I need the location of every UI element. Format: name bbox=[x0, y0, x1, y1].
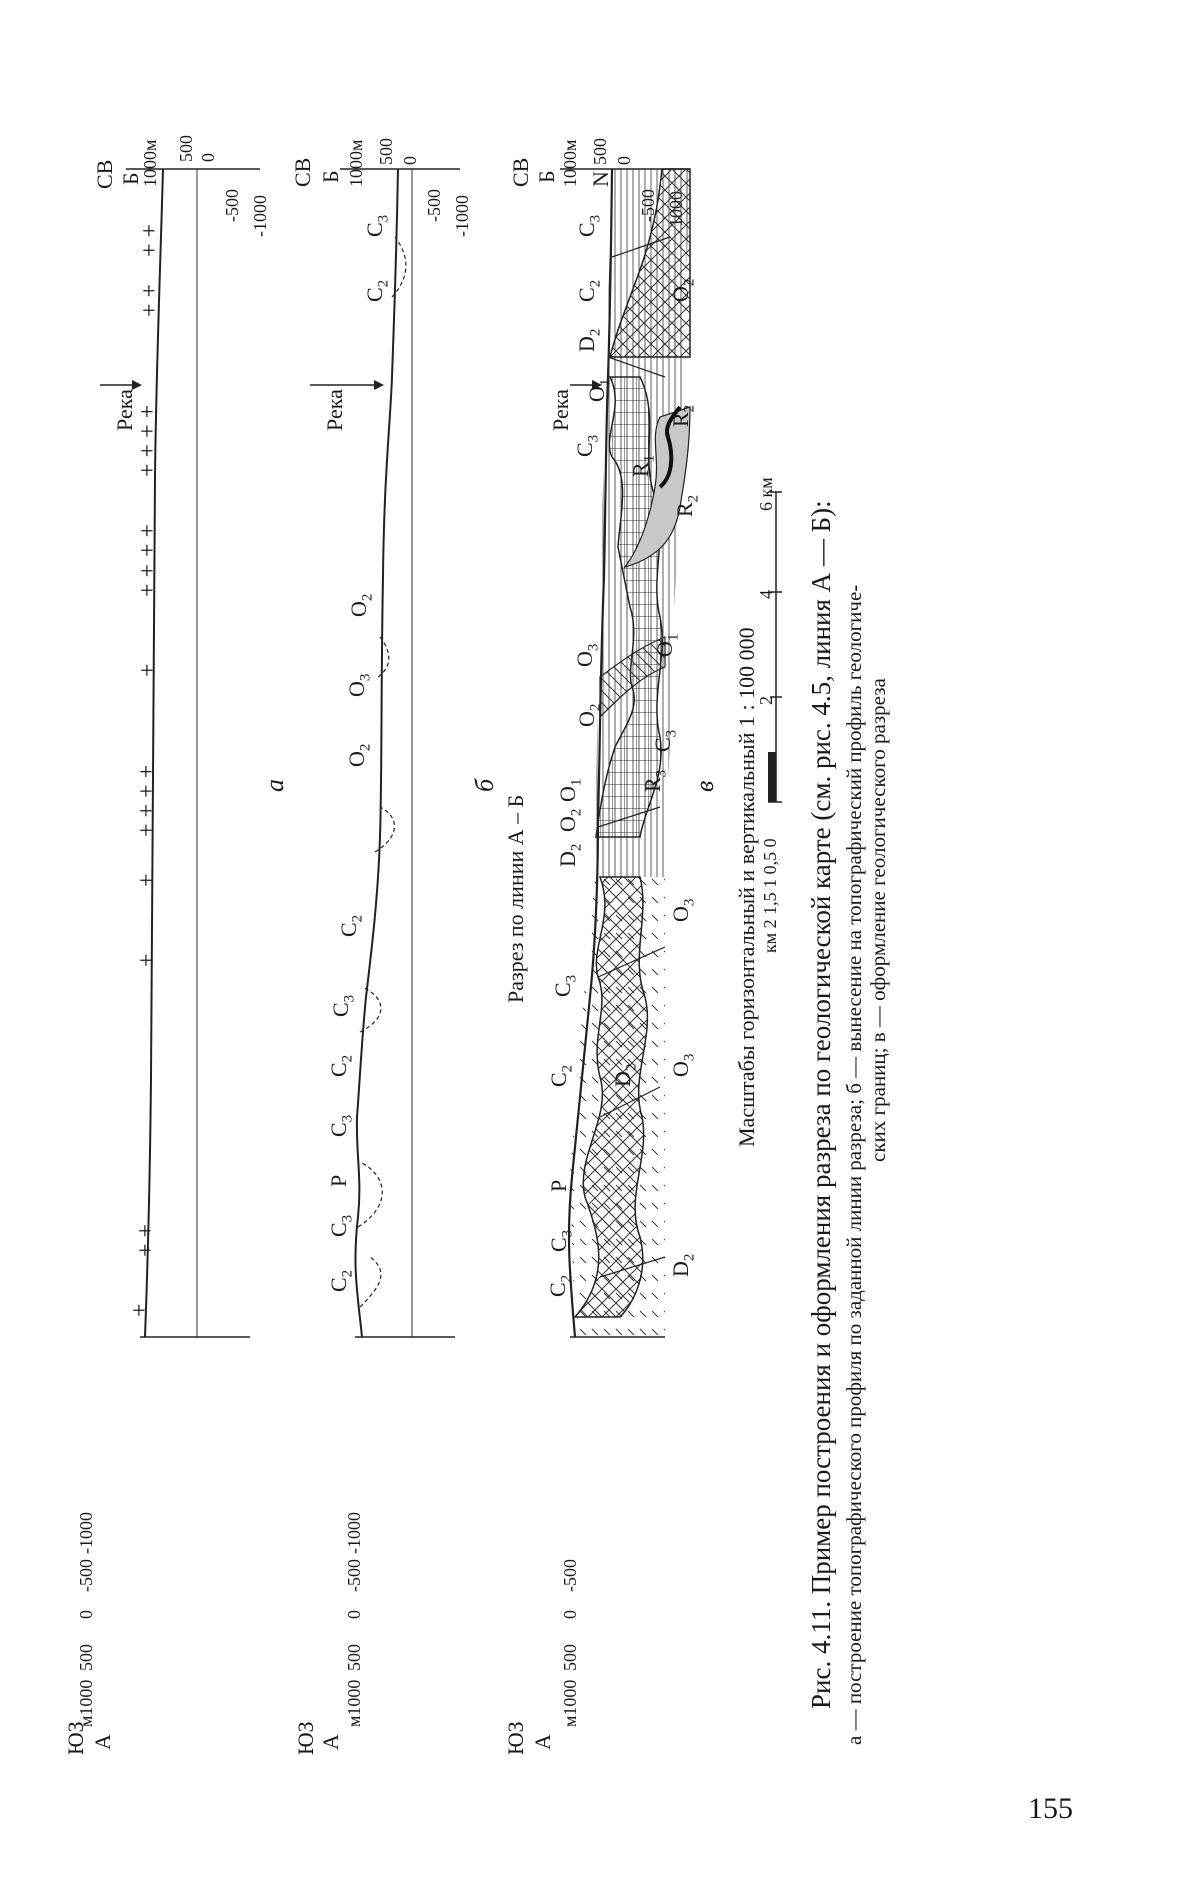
panel-c-label: $O_3$ bbox=[668, 1053, 698, 1077]
panel-c-label: $C_3$ bbox=[574, 214, 604, 237]
panel-a-elevation-mark: + bbox=[134, 873, 160, 887]
panel-b-label: $C_3$ bbox=[326, 1114, 356, 1137]
panel-b-right-scale-0: 0 bbox=[400, 156, 420, 165]
panel-a-elevation-mark: + + bbox=[137, 223, 163, 257]
panel-c-right-scale-0: 0 bbox=[614, 156, 634, 165]
panel-a-right-scale-500: 500 bbox=[176, 135, 196, 162]
panel-a-left-scale-m500: -500 bbox=[76, 1559, 96, 1592]
panel-c-label: $D_2$ bbox=[555, 843, 585, 867]
panel-a-right-scale-m1000: -1000 bbox=[250, 195, 270, 237]
panel-c-left-scale-500: 500 bbox=[560, 1644, 580, 1671]
panel-b-label: $C_3$ bbox=[362, 214, 392, 237]
panel-c-label: $C_3$ bbox=[572, 434, 602, 457]
panel-b-label: $O_2$ bbox=[346, 593, 376, 617]
panel-a-elevation-mark: + bbox=[135, 663, 161, 677]
panel-c-right-point: Б bbox=[534, 170, 559, 183]
panel-a-left-scale-m1000: -1000 bbox=[76, 1512, 96, 1554]
panel-b-label: P bbox=[326, 1174, 351, 1187]
panel-a-elevation-mark: + + + + bbox=[135, 404, 161, 477]
panel-c-left-scale-1000: м1000 bbox=[560, 1679, 580, 1727]
panel-c-left-direction: ЮЗ bbox=[503, 1721, 528, 1755]
panel-c-label: $C_2$ bbox=[574, 279, 604, 302]
panel-b-right-scale-m500: -500 bbox=[424, 189, 444, 222]
panel-b-label: $C_2$ bbox=[362, 279, 392, 302]
panel-b-right-scale-m1000: -1000 bbox=[452, 195, 472, 237]
panel-c-label: $C_2$ bbox=[546, 1064, 576, 1087]
panel-c-label: P bbox=[546, 1179, 571, 1192]
panel-a-left-scale-1000: м1000 bbox=[76, 1679, 96, 1727]
panel-b-left-scale-500: 500 bbox=[344, 1644, 364, 1671]
scale-tick-4: 4 bbox=[756, 590, 776, 599]
panel-c-label: $O_1$ bbox=[584, 378, 614, 402]
panel-a-left-scale-0: 0 bbox=[76, 1610, 96, 1619]
scale-tick-2: 2 bbox=[756, 696, 776, 705]
panel-c-label: $R_2$ bbox=[672, 494, 702, 517]
panel-b-right-scale-1000: 1000м bbox=[346, 139, 366, 187]
panel-c-left-point: А bbox=[530, 1734, 555, 1750]
caption-line-1: а — построение топографического профиля по заданной линии разреза; б — вынесение на топографический профиль геологиче- bbox=[842, 584, 866, 1745]
panel-b-right-direction: СВ bbox=[290, 157, 315, 187]
panel-a-letter: а bbox=[260, 779, 289, 792]
panel-b-label: $C_3$ bbox=[326, 1214, 356, 1237]
panel-a-right-direction: СВ bbox=[92, 159, 117, 189]
panel-c-label: $O_3$ bbox=[668, 898, 698, 922]
scale-bar-filled-segment bbox=[768, 752, 776, 802]
panel-c-title: Разрез по линии А – Б bbox=[503, 794, 528, 1003]
panel-a-elevation-mark: + + bbox=[135, 523, 161, 557]
panel-a-right-scale-m500: -500 bbox=[222, 189, 242, 222]
panel-b-label: $C_3$ bbox=[328, 994, 358, 1017]
panel-a-elevation-mark: + bbox=[134, 953, 160, 967]
panel-c-label: $D_2$ bbox=[574, 328, 604, 352]
panel-c-left-scale-m500: -500 bbox=[560, 1559, 580, 1592]
panel-c-label: $C_3$ bbox=[546, 1229, 576, 1252]
panel-c-right-scale-1000: 1000м bbox=[560, 139, 580, 187]
caption-line-2: ских границ; в — оформление геологического разреза bbox=[866, 678, 890, 1162]
panel-b-right-scale-500: 500 bbox=[376, 138, 396, 165]
panel-c-right-direction: СВ bbox=[508, 157, 533, 187]
panel-a-elevation-mark: + + bbox=[135, 563, 161, 597]
panel-b-river-label: Река bbox=[322, 389, 347, 431]
panel-b-letter: б bbox=[470, 778, 499, 792]
panel-b-left-scale-m500: -500 bbox=[344, 1559, 364, 1592]
panel-b-label: $O_2$ bbox=[344, 743, 374, 767]
panel-c-label: $O_1$ bbox=[555, 778, 585, 802]
panel-c-label: N bbox=[588, 171, 613, 187]
panel-a-elevation-mark: + + bbox=[137, 283, 163, 317]
panel-b-left-point: А bbox=[318, 1734, 343, 1750]
panel-c-label: $D_2$ bbox=[668, 1253, 698, 1277]
panel-b-label: $C_2$ bbox=[336, 914, 366, 937]
panel-b-label: $O_3$ bbox=[344, 673, 374, 697]
panel-b-label: $C_2$ bbox=[326, 1054, 356, 1077]
panel-a-left-direction: ЮЗ bbox=[63, 1721, 88, 1755]
panel-b-left-direction: ЮЗ bbox=[293, 1721, 318, 1755]
panel-a-elevation-mark: + + bbox=[133, 1223, 159, 1257]
panel-c-label: $O_2$ bbox=[574, 703, 604, 727]
page-number: 155 bbox=[1028, 1792, 1073, 1825]
panel-a-left-point: А bbox=[90, 1734, 115, 1750]
scale-km-label: км 2 1,5 1 0,5 0 bbox=[760, 838, 780, 953]
panel-a-left-scale-500: 500 bbox=[76, 1644, 96, 1671]
panel-b-left-scale-m1000: -1000 bbox=[344, 1512, 364, 1554]
panel-c-letter: в bbox=[690, 780, 719, 792]
panel-c-label: $C_3$ bbox=[650, 729, 680, 752]
panel-c-label: $R_1$ bbox=[628, 454, 658, 477]
panel-b-left-scale-0: 0 bbox=[344, 1610, 364, 1619]
panel-a-elevation-mark: + + + + bbox=[134, 764, 160, 837]
panel-a-river-label: Река bbox=[112, 389, 137, 431]
panel-c-label: $R_2$ bbox=[668, 404, 698, 427]
panel-c-right-scale-500: 500 bbox=[590, 138, 610, 165]
panel-c-label: $O_2$ bbox=[555, 808, 585, 832]
panel-a-right-scale-1000: 1000м bbox=[140, 139, 160, 187]
caption-title: Рис. 4.11. Пример построения и оформления разреза по геологической карте (см. рис. 4.5, линия А — Б): bbox=[806, 500, 836, 1709]
panel-c-label: $R_3$ bbox=[640, 769, 670, 792]
panel-a-elevation-mark: + bbox=[127, 1303, 153, 1317]
panel-b-left-scale-1000: м1000 bbox=[344, 1679, 364, 1727]
panel-c-label: $O_2$ bbox=[668, 278, 698, 302]
panel-a-right-scale-0: 0 bbox=[198, 153, 218, 162]
scale-title: Масштабы горизонтальный и вертикальный 1 : 100 000 bbox=[734, 627, 759, 1147]
scale-tick-6: 6 км bbox=[756, 477, 776, 511]
panel-c-label: $O_1$ bbox=[652, 633, 682, 657]
panel-c-label: $D_2$ bbox=[610, 1063, 640, 1087]
panel-b-right-point: Б bbox=[318, 170, 343, 183]
panel-c-left-scale-0: 0 bbox=[560, 1610, 580, 1619]
panel-c-label: $O_3$ bbox=[572, 643, 602, 667]
panel-b-label: $C_2$ bbox=[326, 1269, 356, 1292]
panel-c-river-label: Река bbox=[548, 389, 573, 431]
panel-a-right-point: Б bbox=[118, 172, 143, 185]
panel-c-label: $C_3$ bbox=[550, 974, 580, 997]
panel-c-label: $C_2$ bbox=[545, 1274, 575, 1297]
